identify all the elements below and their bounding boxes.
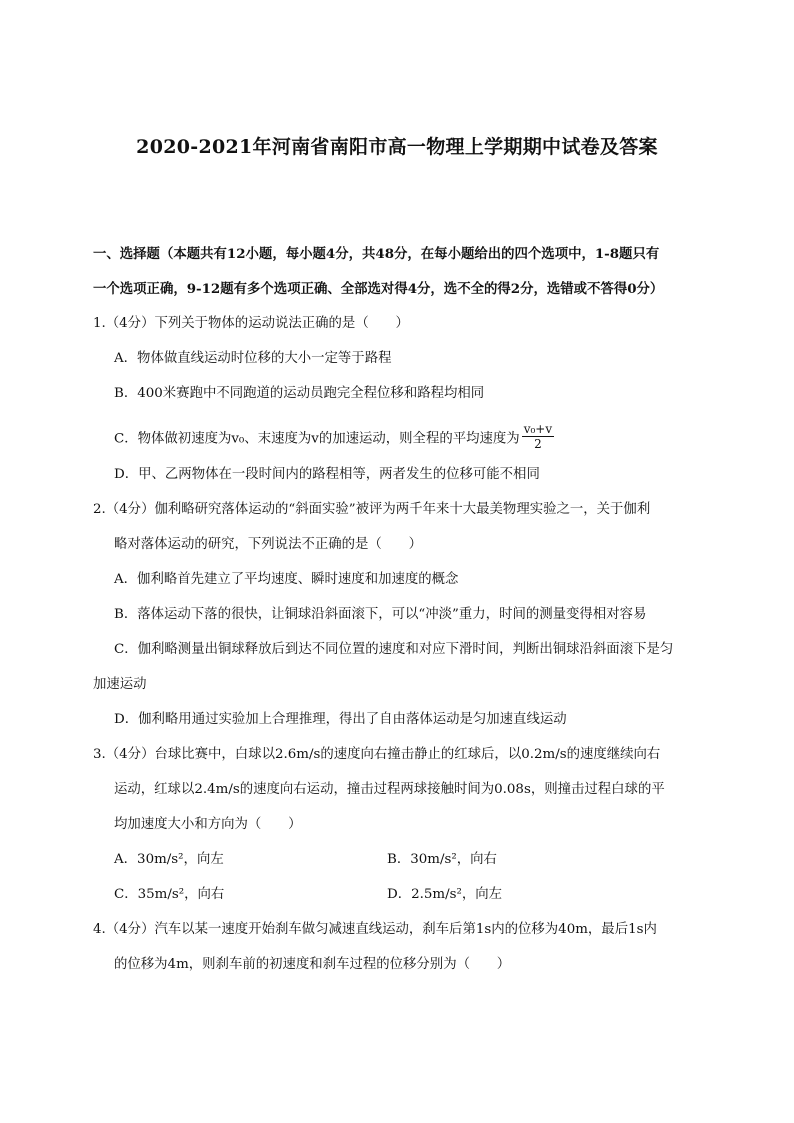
fraction-denominator: 2 [534, 437, 542, 451]
q3-stem-line-1: 3.（4分）台球比赛中，白球以2.6m/s的速度向右撞击静止的红球后，以0.2m/s的速度继续向右 [93, 747, 661, 762]
q2-option-b: B．落体运动下落的很快，让铜球沿斜面滚下，可以“冲淡”重力，时间的测量变得相对容易 [114, 607, 647, 622]
q4-stem-line-2: 的位移为4m，则刹车前的初速度和刹车过程的位移分别为（ ） [114, 957, 511, 972]
fraction-numerator: v₀+v [523, 422, 553, 436]
section-heading-line-1: 一、选择题（本题共有12小题，每小题4分，共48分，在每小题给出的四个选项中，1-8题只有 [93, 246, 660, 262]
q3-option-c: C．35m/s²，向右 [114, 887, 225, 902]
q1-option-a: A．物体做直线运动时位移的大小一定等于路程 [114, 351, 392, 366]
q3-option-d: D．2.5m/s²，向左 [387, 887, 503, 902]
average-velocity-fraction [522, 422, 554, 452]
q4-stem-line-1: 4.（4分）汽车以某一速度开始刹车做匀减速直线运动，刹车后第1s内的位移为40m，最后1s内 [93, 922, 657, 937]
q1-option-c [114, 424, 554, 454]
q3-stem-line-3: 均加速度大小和方向为（ ） [114, 817, 302, 832]
q2-stem-line-2: 略对落体运动的研究，下列说法不正确的是（ ） [114, 537, 422, 552]
document-title: 2020-2021年河南省南阳市高一物理上学期期中试卷及答案 [136, 136, 658, 158]
q3-option-b: B．30m/s²，向右 [387, 852, 497, 867]
q2-option-a: A．伽利略首先建立了平均速度、瞬时速度和加速度的概念 [114, 572, 459, 587]
q2-option-d: D．伽利略用通过实验加上合理推理，得出了自由落体运动是匀加速直线运动 [114, 712, 567, 727]
q1-option-c-text: C．物体做初速度为v₀、末速度为v的加速运动，则全程的平均速度为 [114, 431, 520, 447]
q3-option-a: A．30m/s²，向左 [114, 852, 224, 867]
q2-option-c-line-1: C．伽利略测量出铜球释放后到达不同位置的速度和对应下滑时间，判断出铜球沿斜面滚下是匀 [114, 642, 674, 657]
q1-stem: 1.（4分）下列关于物体的运动说法正确的是（ ） [93, 316, 409, 331]
q2-option-c-line-2: 加速运动 [93, 677, 147, 692]
section-heading-line-2: 一个选项正确，9-12题有多个选项正确、全部选对得4分，选不全的得2分，选错或不答得0分） [93, 281, 664, 297]
q1-option-d: D．甲、乙两物体在一段时间内的路程相等，两者发生的位移可能不相同 [114, 467, 540, 482]
q2-stem-line-1: 2.（4分）伽利略研究落体运动的“斜面实验”被评为两千年来十大最美物理实验之一，关于伽利 [93, 502, 651, 517]
q3-stem-line-2: 运动，红球以2.4m/s的速度向右运动，撞击过程两球接触时间为0.08s，则撞击过程白球的平 [114, 782, 665, 797]
q1-option-b: B．400米赛跑中不同跑道的运动员跑完全程位移和路程均相同 [114, 386, 485, 401]
